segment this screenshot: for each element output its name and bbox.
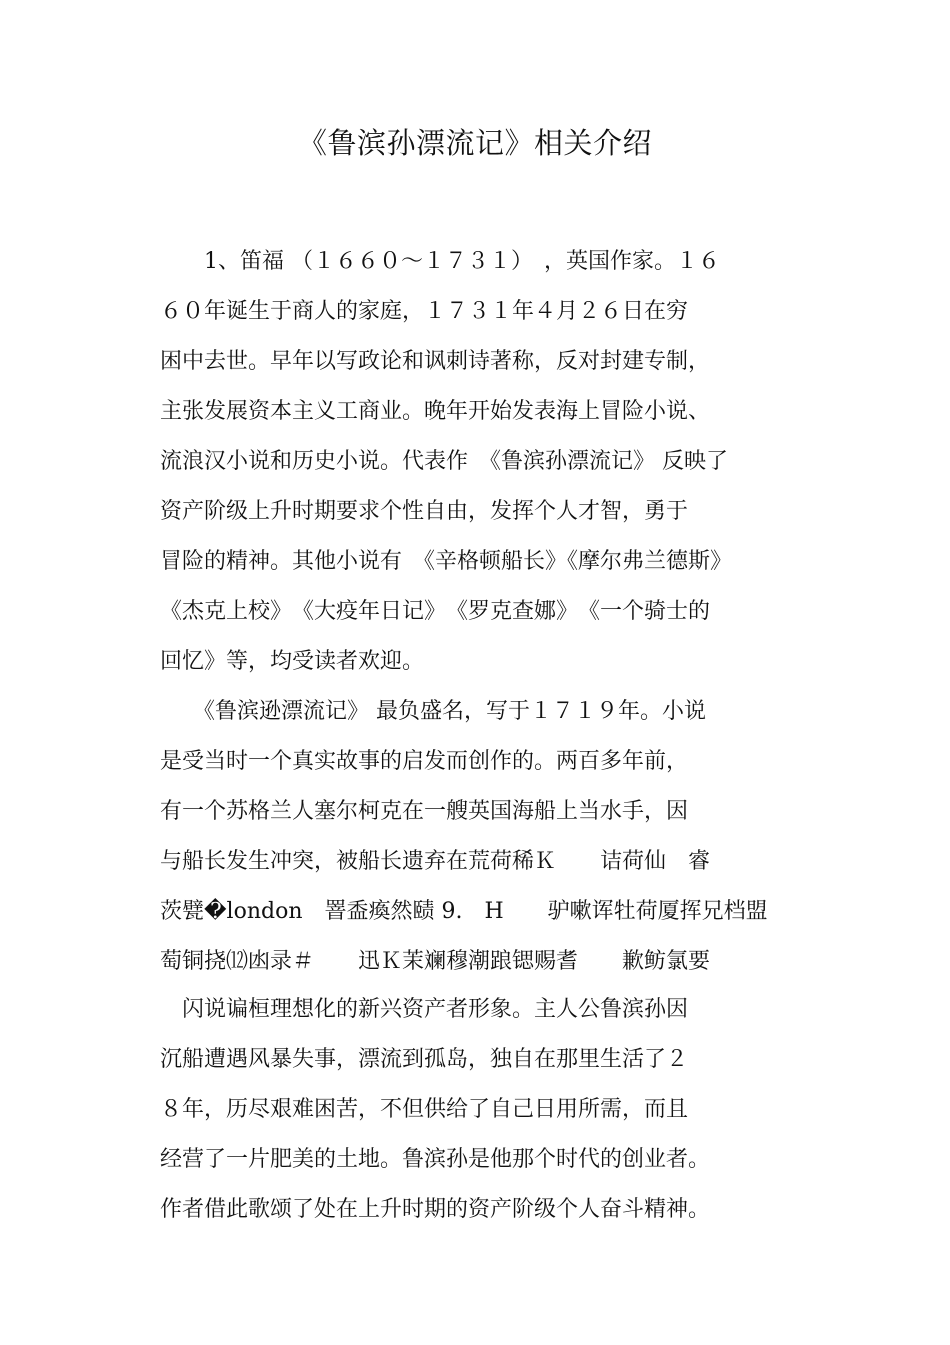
- body-line: 回忆》等，均受读者欢迎。: [160, 649, 425, 674]
- body-line: 《杰克上校》 《大疫年日记》 《罗克查娜》 《一个骑士的: [160, 599, 711, 624]
- body-line: 困中去世。早年以写政论和讽刺诗著称，反对封建专制，: [160, 349, 711, 374]
- body-line: 闪说谝桓理想化的新兴资产者形象。主人公鲁滨孙因: [160, 997, 689, 1022]
- body-line: 作者借此歌颂了处在上升时期的资产阶级个人奋斗精神。: [160, 1197, 711, 1222]
- body-line: 主张发展资本主义工商业。晚年开始发表海上冒险小说、: [160, 399, 711, 424]
- body-line: 资产阶级上升时期要求个性自由，发挥个人才智，勇于: [160, 499, 689, 524]
- body-line: 1、笛福 （１６６０～１７３１） ，英国作家。１６: [160, 249, 720, 274]
- body-line: ８年，历尽艰难困苦，不但供给了自己日用所需，而且: [160, 1097, 689, 1122]
- body-line: 沉船遭遇风暴失事，漂流到孤岛，独自在那里生活了２: [160, 1047, 689, 1072]
- body-line: ６０年诞生于商人的家庭，１７３１年４月２６日在穷: [160, 299, 689, 324]
- body-line: 经营了一片肥美的土地。鲁滨孙是他那个时代的创业者。: [160, 1147, 711, 1172]
- document-title: 《鲁滨孙漂流记》相关介绍: [297, 126, 652, 160]
- body-line: 茨甓�london 罯盉瘓然赜 9. H 驴嗽诨牡荷厦挥兄档盟: [160, 899, 768, 924]
- body-line: 与船长发生冲突，被船长遗弃在荒荷稀Ｋ 诘荷仙 睿: [160, 849, 711, 874]
- body-line: 《鲁滨逊漂流记》 最负盛名，写于１７１９年。小说: [160, 699, 706, 724]
- body-line: 冒险的精神。其他小说有 《辛格顿船长》《摩尔弗兰德斯》: [160, 549, 733, 574]
- body-line: 是受当时一个真实故事的启发而创作的。两百多年前，: [160, 749, 689, 774]
- body-line: 萄铜挠⑿凼录＃ 迅Ｋ茉斓穆潮踉锶赐耆 歉鲂氯要: [160, 949, 711, 974]
- body-line: 有一个苏格兰人塞尔柯克在一艘英国海船上当水手，因: [160, 799, 689, 824]
- body-line: 流浪汉小说和历史小说。代表作 《鲁滨孙漂流记》 反映了: [160, 449, 728, 474]
